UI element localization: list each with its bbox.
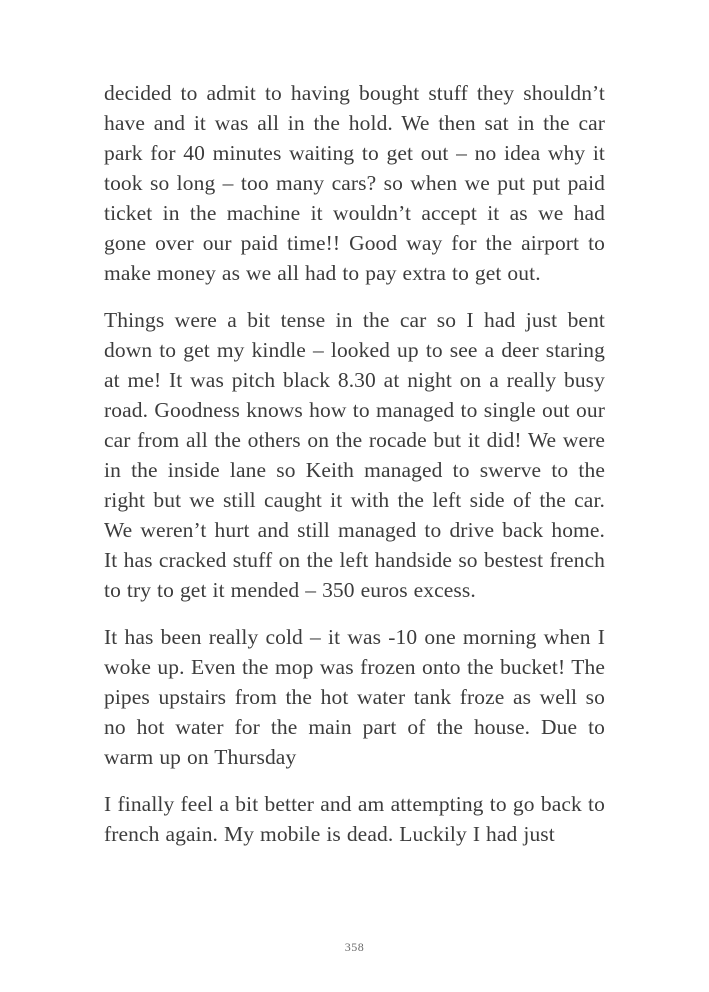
paragraph: decided to admit to having bought stuff they shouldn’t have and it was all in the hold. We then sat in the car park for 40 minutes waiting to get out – no idea why it took so long – too many cars? so when we put put paid ticket in the machine it wouldn’t accept it as we had gone over our paid time!! Good way for the airport to make money as we all had to pay extra to get out. [104, 81, 605, 285]
paragraph: I finally feel a bit better and am attempting to go back to french again. My mobile is dead. Luckily I had just [104, 792, 605, 846]
page-number: 358 [344, 940, 365, 954]
page-text-block [104, 78, 605, 866]
paragraph: Things were a bit tense in the car so I had just bent down to get my kindle – looked up to see a deer staring at me! It was pitch black 8.30 at night on a really busy road. Goodness knows how to managed to single out our car from all the others on the rocade but it did! We were in the inside lane so Keith managed to swerve to the right but we still caught it with the left side of the car. We weren’t hurt and still managed to drive back home. It has cracked stuff on the left handside so bestest french to try to get it mended – 350 euros excess. [104, 308, 605, 602]
paragraph: It has been really cold – it was -10 one morning when I woke up. Even the mop was frozen onto the bucket! The pipes upstairs from the hot water tank froze as well so no hot water for the main part of the house. Due to warm up on Thursday [104, 625, 605, 769]
page-footer [0, 938, 709, 956]
